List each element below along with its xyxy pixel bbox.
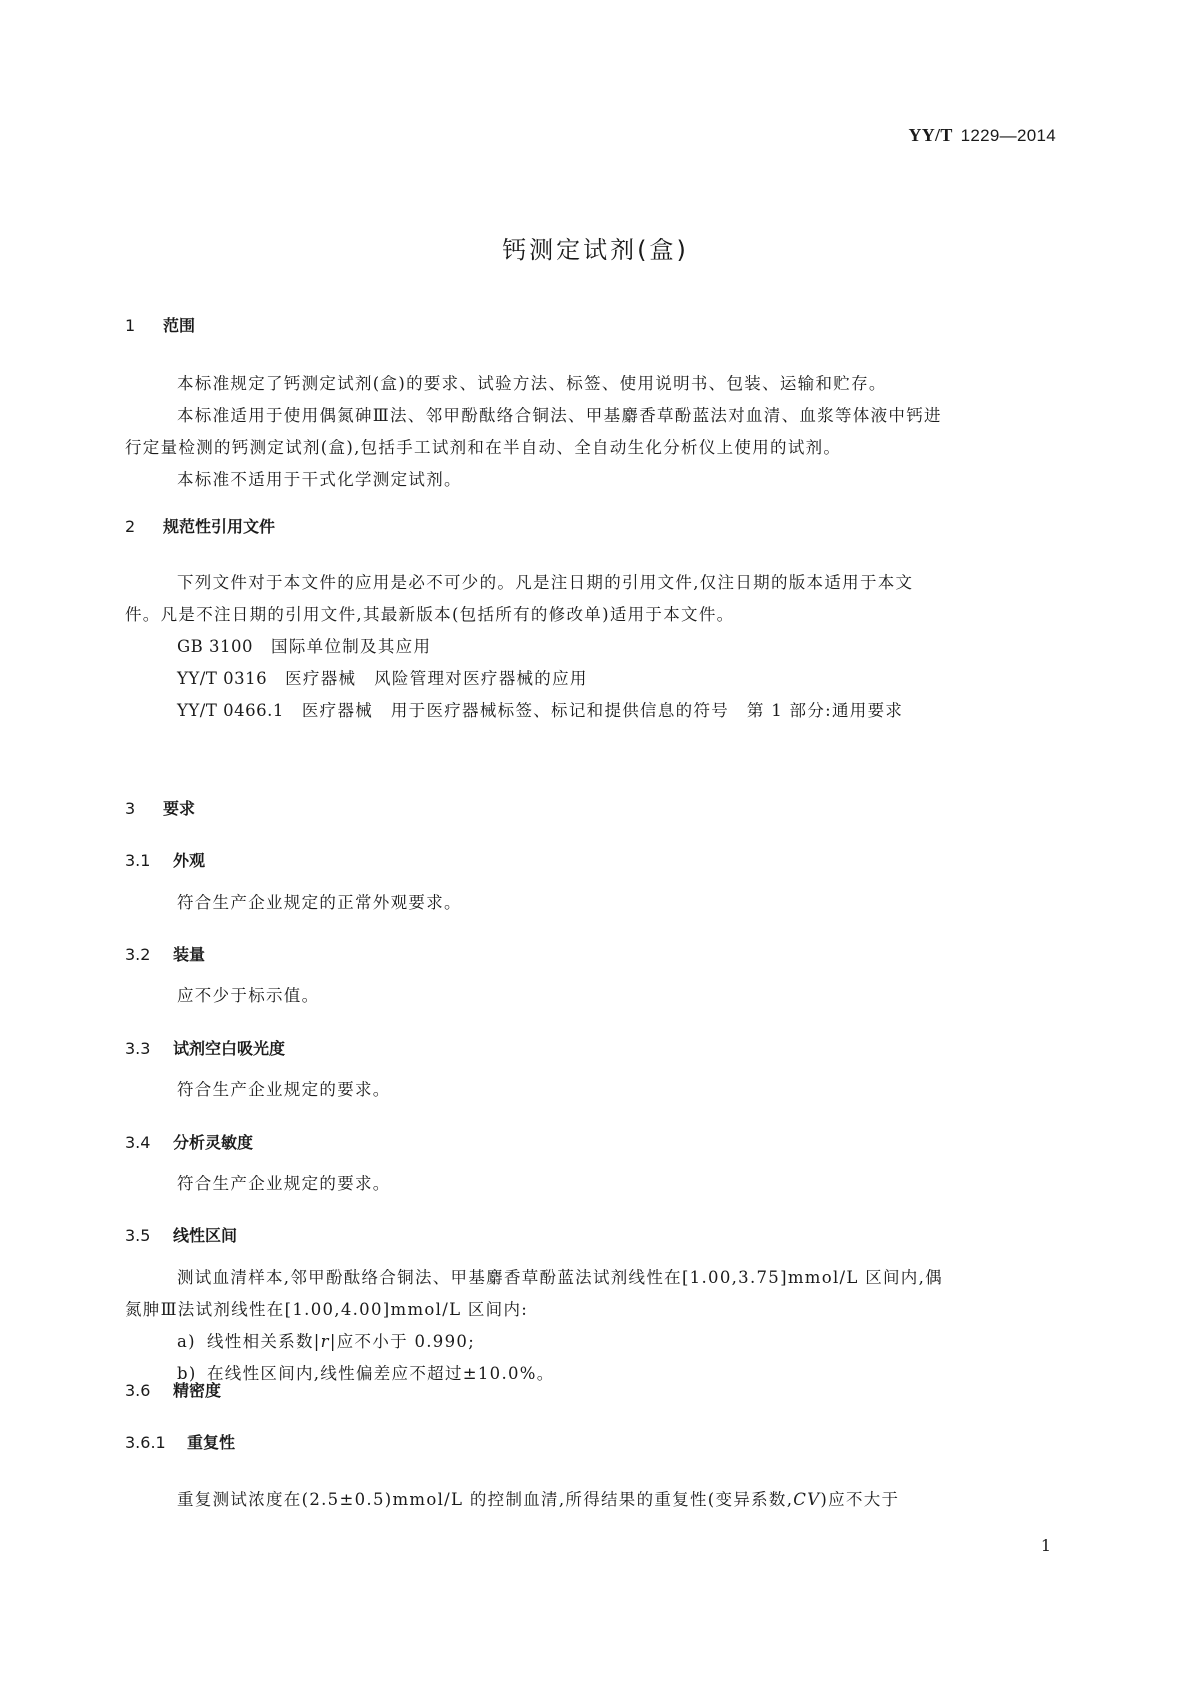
math-variable: CV	[793, 1490, 821, 1509]
reference-title: 医疗器械 用于医疗器械标签、标记和提供信息的符号 第 1 部分:通用要求	[301, 701, 904, 720]
reference-code: YY/T 0466.1	[177, 701, 284, 720]
standard-prefix: YY/T	[908, 125, 953, 145]
reference-item	[125, 663, 1061, 695]
standard-code	[908, 125, 1056, 146]
paragraph: 本标准适用于使用偶氮砷Ⅲ法、邻甲酚酞络合铜法、甲基麝香草酚蓝法对血清、血浆等体液中钙进	[177, 406, 942, 425]
reference-code: GB 3100	[177, 637, 254, 656]
standard-number: 1229—2014	[960, 126, 1056, 145]
intro-line: 下列文件对于本文件的应用是必不可少的。凡是注日期的引用文件,仅注日期的版本适用于本文	[177, 573, 914, 592]
section-number: 3	[125, 799, 136, 818]
section-number: 2	[125, 517, 136, 536]
section-number: 3.2	[125, 945, 151, 964]
section-3-3-body	[125, 1074, 1061, 1106]
section-number: 3.5	[125, 1226, 151, 1245]
paragraph: 符合生产企业规定的要求。	[177, 1174, 391, 1193]
section-1-body	[125, 368, 1061, 496]
section-2-body	[125, 567, 1061, 727]
section-3-heading	[125, 796, 195, 819]
section-number: 3.1	[125, 851, 151, 870]
section-3-1-heading	[125, 848, 205, 871]
document-title: 钙测定试剂(盒)	[502, 236, 689, 264]
paragraph: 应不少于标示值。	[177, 986, 320, 1005]
section-number: 3.6	[125, 1381, 151, 1400]
list-item	[125, 1358, 1061, 1390]
list-text: 线性相关系数|	[207, 1332, 321, 1351]
section-3-6-heading	[125, 1378, 221, 1401]
section-title: 精密度	[173, 1381, 222, 1400]
section-title: 试剂空白吸光度	[173, 1039, 286, 1058]
section-3-2-body	[125, 980, 1061, 1012]
section-title: 重复性	[187, 1433, 236, 1452]
intro-line-continuation: 件。凡是不注日期的引用文件,其最新版本(包括所有的修改单)适用于本文件。	[125, 605, 735, 624]
section-3-2-heading	[125, 942, 205, 965]
paragraph: 测试血清样本,邻甲酚酞络合铜法、甲基麝香草酚蓝法试剂线性在[1.00,3.75]mmol/L 区间内,偶	[177, 1268, 943, 1287]
paragraph	[125, 1484, 1061, 1516]
list-item	[125, 1326, 1061, 1358]
paragraph: 符合生产企业规定的要求。	[177, 1080, 391, 1099]
section-2-heading	[125, 514, 275, 537]
section-title: 范围	[163, 316, 196, 335]
paragraph-continuation: 行定量检测的钙测定试剂(盒),包括手工试剂和在半自动、全自动生化分析仪上使用的试剂。	[125, 438, 842, 457]
section-title: 分析灵敏度	[173, 1133, 254, 1152]
section-title: 规范性引用文件	[163, 517, 276, 536]
paragraph: 本标准规定了钙测定试剂(盒)的要求、试验方法、标签、使用说明书、包装、运输和贮存。	[177, 374, 887, 393]
section-number: 3.6.1	[125, 1433, 166, 1452]
paragraph-text: 重复测试浓度在(2.5±0.5)mmol/L 的控制血清,所得结果的重复性(变异系数,	[177, 1490, 794, 1509]
section-title: 要求	[163, 799, 196, 818]
list-marker: b)	[177, 1364, 197, 1383]
section-title: 线性区间	[173, 1226, 238, 1245]
paragraph-text: )应不大于	[820, 1490, 900, 1509]
math-variable: r	[320, 1332, 330, 1351]
paragraph-continuation: 氮胂Ⅲ法试剂线性在[1.00,4.00]mmol/L 区间内:	[125, 1300, 529, 1319]
reference-code: YY/T 0316	[177, 669, 268, 688]
section-3-6-1-body	[125, 1484, 1061, 1516]
section-number: 1	[125, 316, 136, 335]
section-number: 3.3	[125, 1039, 151, 1058]
reference-title: 医疗器械 风险管理对医疗器械的应用	[285, 669, 588, 688]
section-3-1-body	[125, 887, 1061, 919]
list-marker: a)	[177, 1332, 196, 1351]
paragraph: 符合生产企业规定的正常外观要求。	[177, 893, 462, 912]
reference-item	[125, 695, 1061, 727]
page-number: 1	[1040, 1536, 1051, 1555]
section-number: 3.4	[125, 1133, 151, 1152]
section-title: 装量	[173, 945, 206, 964]
section-3-3-heading	[125, 1036, 285, 1059]
reference-item	[125, 631, 1061, 663]
reference-title: 国际单位制及其应用	[271, 637, 432, 656]
section-3-5-heading	[125, 1223, 237, 1246]
section-title: 外观	[173, 851, 206, 870]
section-3-4-body	[125, 1168, 1061, 1200]
section-3-5-body	[125, 1262, 1061, 1390]
list-text: |应不小于 0.990;	[329, 1332, 476, 1351]
section-3-6-1-heading	[125, 1430, 235, 1453]
paragraph: 本标准不适用于干式化学测定试剂。	[177, 470, 462, 489]
section-3-4-heading	[125, 1130, 253, 1153]
list-text: 在线性区间内,线性偏差应不超过±10.0%。	[207, 1364, 555, 1383]
section-1-heading	[125, 313, 195, 336]
